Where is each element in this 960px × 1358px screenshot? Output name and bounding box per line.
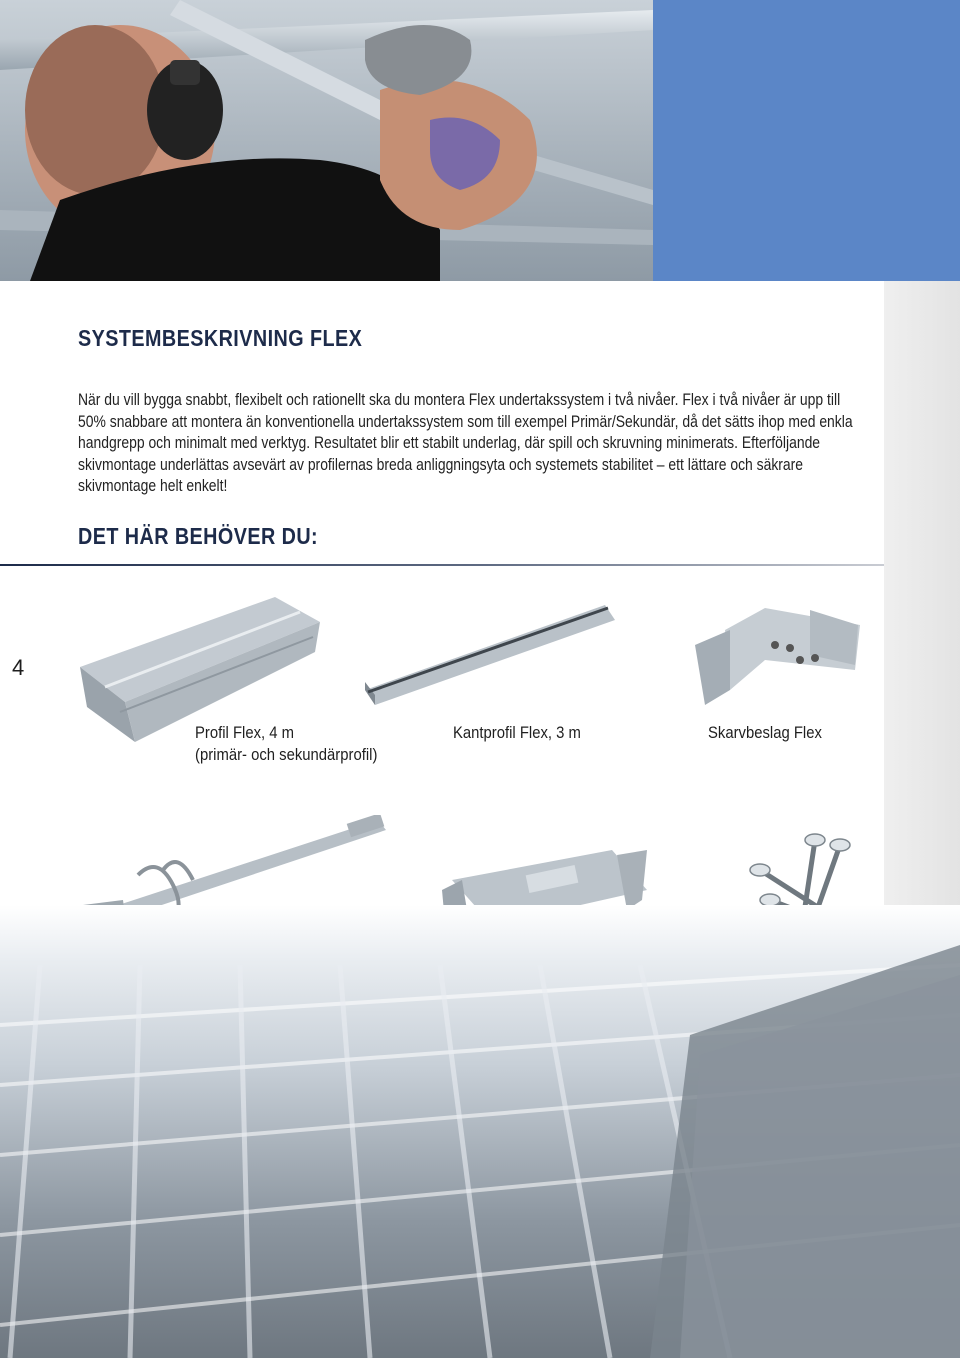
accent-blue-block (653, 0, 960, 281)
caption-sublabel: (primär- och sekundärprofil) (195, 746, 378, 764)
worker-illustration (0, 0, 653, 281)
section-title: SYSTEMBESKRIVNING FLEX (78, 325, 363, 351)
ceiling-grid-illustration (0, 905, 960, 1358)
caption-skarvbeslag-flex: Skarvbeslag Flex (708, 724, 822, 742)
kantprofil-flex-image (360, 600, 620, 710)
side-grey-strip (884, 281, 960, 921)
system-description: När du vill bygga snabbt, flexibelt och rationellt ska du montera Flex undertakssystem i två nivåer. Flex i två nivåer är upp till 50% snabbare att montera än konventionella undertakssystem som till exempel Primär/Sekundär, då det sätts ihop med enkla handgrepp och minimalt med verktyg. Resultatet blir ett stabilt underlag, där spill och skruvning minimerats. Efterföljande skivmontage underlättas avsevärt av profilernas breda anliggningsyta och systemets stabilitet – ett lättare och säkrare skivmontage helt enkelt! (78, 391, 853, 495)
needs-title: DET HÄR BEHÖVER DU: (78, 523, 319, 549)
page-number: 4 (12, 655, 25, 680)
skarvbeslag-flex-image (690, 600, 865, 710)
heading-divider (0, 564, 884, 566)
caption-label: Profil Flex, 4 m (195, 724, 295, 742)
bottom-photo-ceiling (0, 905, 960, 1358)
top-photo-worker (0, 0, 653, 281)
caption-profil-flex (195, 722, 377, 766)
caption-kantprofil-flex: Kantprofil Flex, 3 m (453, 724, 581, 742)
